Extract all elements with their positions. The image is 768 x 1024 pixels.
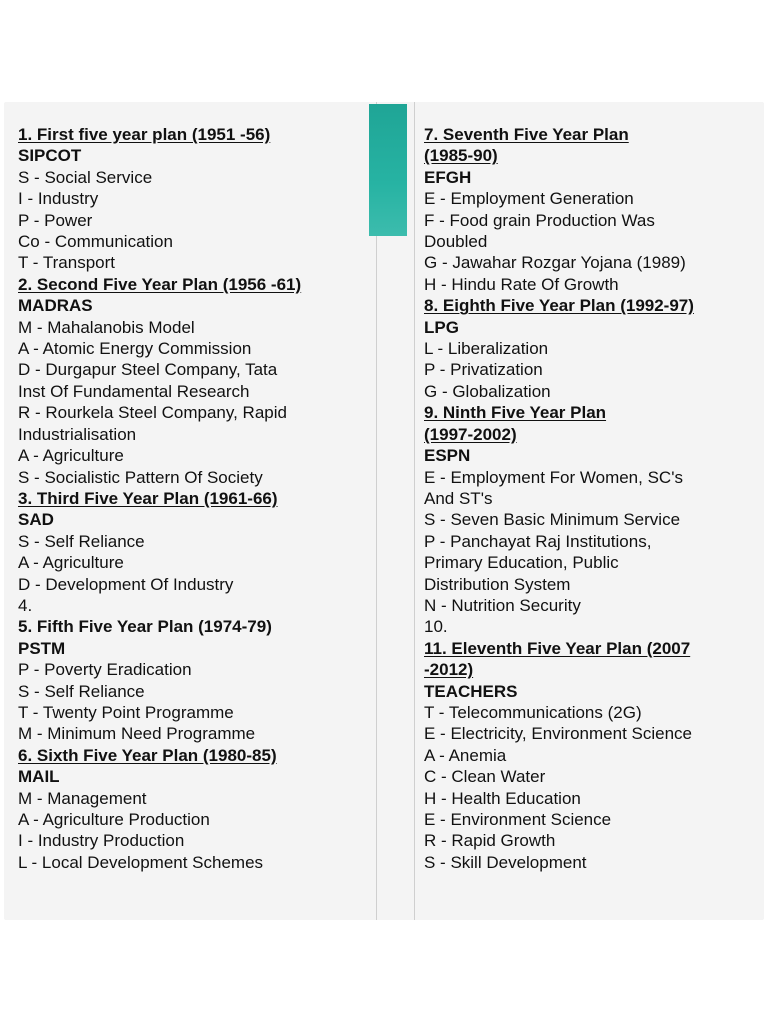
acronym-entry: S - Self Reliance: [18, 531, 145, 551]
acronym-entry: S - Skill Development: [424, 852, 587, 872]
acronym-entry: D - Development Of Industry: [18, 574, 234, 594]
acronym-entry: S - Seven Basic Minimum Service: [424, 510, 681, 530]
plan-acronym: MAIL: [18, 767, 60, 787]
acronym-entry: T - Transport: [18, 253, 115, 273]
acronym-entry: R - Rourkela Steel Company, Rapid: [18, 403, 287, 423]
acronym-entry: H - Health Education: [424, 788, 581, 808]
acronym-entry: Co - Communication: [18, 232, 173, 252]
acronym-entry: D - Durgapur Steel Company, Tata: [18, 360, 278, 380]
acronym-entry: E - Electricity, Environment Science: [424, 724, 692, 744]
acronym-entry: S - Socialistic Pattern Of Society: [18, 467, 263, 487]
plan-acronym: EFGH: [424, 167, 472, 187]
plan-heading: 5. Fifth Five Year Plan (1974-79): [18, 617, 272, 637]
acronym-entry: Primary Education, Public: [424, 553, 619, 573]
acronym-entry: A - Atomic Energy Commission: [18, 339, 252, 359]
acronym-entry: 10.: [424, 617, 448, 637]
acronym-entry: G - Jawahar Rozgar Yojana (1989): [424, 253, 686, 273]
acronym-entry: H - Hindu Rate Of Growth: [424, 274, 619, 294]
acronym-entry: G - Globalization: [424, 381, 551, 401]
plan-acronym: PSTM: [18, 638, 66, 658]
plan-acronym: SAD: [18, 510, 54, 530]
acronym-entry: Distribution System: [424, 574, 571, 594]
plan-heading: 7. Seventh Five Year Plan: [424, 125, 629, 144]
acronym-entry: 4.: [18, 595, 33, 615]
acronym-entry: F - Food grain Production Was: [424, 210, 655, 230]
acronym-entry: M - Mahalanobis Model: [18, 317, 195, 337]
acronym-entry: Industrialisation: [18, 424, 137, 444]
acronym-entry: A - Agriculture: [18, 553, 124, 573]
acronym-entry: P - Poverty Eradication: [18, 660, 192, 680]
plan-heading: 6. Sixth Five Year Plan (1980-85): [18, 745, 277, 765]
acronym-entry: L - Local Development Schemes: [18, 852, 264, 872]
plan-heading: -2012): [424, 660, 474, 680]
plan-acronym: LPG: [424, 317, 459, 337]
acronym-entry: S - Social Service: [18, 167, 153, 187]
plan-acronym: MADRAS: [18, 296, 93, 316]
acronym-entry: T - Telecommunications (2G): [424, 702, 642, 722]
acronym-entry: A - Agriculture: [18, 446, 124, 466]
acronym-entry: P - Panchayat Raj Institutions,: [424, 531, 652, 551]
acronym-entry: I - Industry: [18, 189, 99, 209]
plan-heading: 2. Second Five Year Plan (1956 -61): [18, 274, 302, 294]
acronym-entry: C - Clean Water: [424, 767, 546, 787]
acronym-entry: E - Employment For Women, SC's: [424, 467, 683, 487]
acronym-entry: E - Environment Science: [424, 810, 612, 829]
acronym-entry: I - Industry Production: [18, 831, 185, 851]
acronym-entry: L - Liberalization: [424, 339, 549, 359]
plan-heading: (1985-90): [424, 146, 498, 166]
plan-acronym: TEACHERS: [424, 681, 518, 701]
acronym-entry: Doubled: [424, 232, 488, 252]
acronym-entry: P - Power: [18, 210, 93, 230]
acronym-entry: P - Privatization: [424, 360, 543, 380]
acronym-entry: A - Anemia: [424, 745, 507, 765]
acronym-entry: M - Minimum Need Programme: [18, 724, 256, 744]
plan-heading: (1997-2002): [424, 424, 517, 444]
plan-acronym: SIPCOT: [18, 146, 82, 166]
acronym-entry: Inst Of Fundamental Research: [18, 381, 250, 401]
acronym-entry: N - Nutrition Security: [424, 595, 581, 615]
plan-acronym: ESPN: [424, 446, 471, 466]
plan-heading: 1. First five year plan (1951 -56): [18, 125, 271, 144]
acronym-entry: E - Employment Generation: [424, 189, 634, 209]
plan-heading: 11. Eleventh Five Year Plan (2007: [424, 638, 691, 658]
plan-heading: 3. Third Five Year Plan (1961-66): [18, 488, 278, 508]
acronym-entry: And ST's: [424, 488, 493, 508]
right-column: [424, 124, 759, 873]
binder-tab: [369, 104, 407, 236]
plan-heading: 9. Ninth Five Year Plan: [424, 403, 607, 423]
acronym-entry: S - Self Reliance: [18, 681, 145, 701]
acronym-entry: R - Rapid Growth: [424, 831, 556, 851]
acronym-entry: M - Management: [18, 788, 147, 808]
acronym-entry: A - Agriculture Production: [18, 810, 210, 829]
plan-heading: 8. Eighth Five Year Plan (1992-97): [424, 296, 694, 316]
acronym-entry: T - Twenty Point Programme: [18, 702, 234, 722]
left-column: [18, 124, 378, 873]
column-divider-right: [414, 102, 415, 920]
